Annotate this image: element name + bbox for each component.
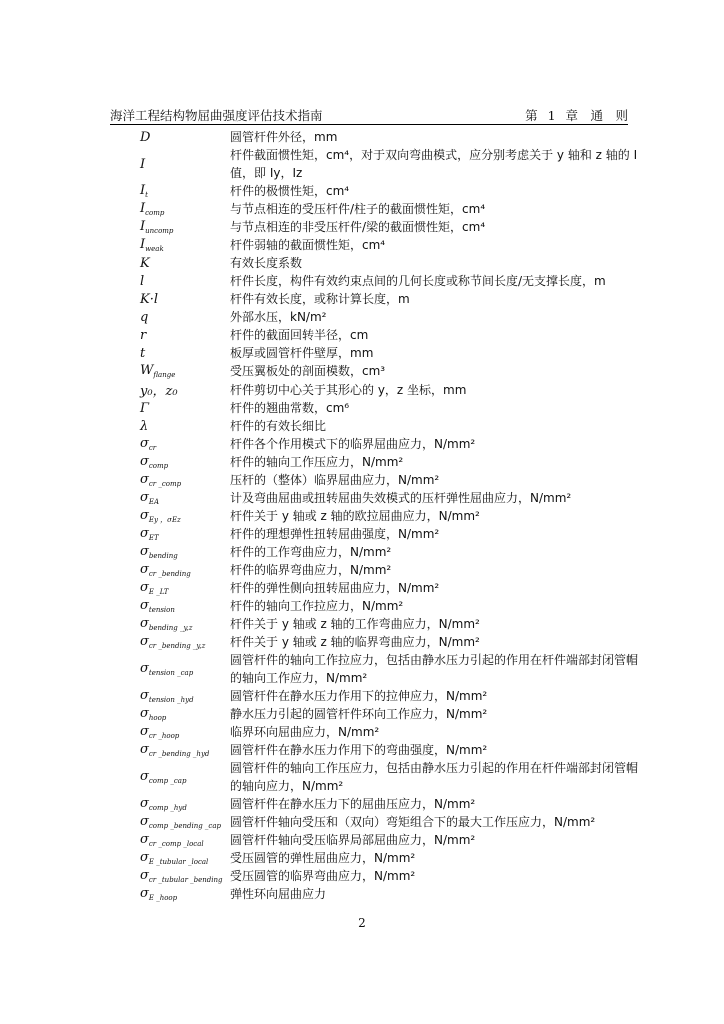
- symbol-main: D: [140, 129, 151, 145]
- symbol-main: σ: [140, 490, 149, 505]
- symbol-description: 弹性环向屈曲应力: [230, 887, 327, 901]
- symbol-description: 杆件关于 y 轴或 z 轴的临界弯曲应力，N/mm²: [230, 635, 480, 649]
- symbol-row: [140, 831, 640, 849]
- symbol-row: [140, 272, 640, 290]
- symbol: [140, 310, 230, 325]
- symbol-main: σ: [140, 742, 149, 757]
- symbol-description: 受压圆管的弹性屈曲应力，N/mm²: [230, 851, 416, 865]
- symbol-subscript: cr: [148, 444, 157, 452]
- symbol-main: σ: [140, 454, 149, 469]
- symbol-subscript: cr _bending _y,z: [148, 642, 206, 650]
- symbol: [140, 850, 230, 866]
- symbol-main: K: [140, 255, 150, 271]
- symbol: [140, 256, 230, 271]
- symbol-row: [140, 705, 640, 723]
- symbol-description: 杆件关于 y 轴或 z 轴的工作弯曲应力，N/mm²: [230, 617, 480, 631]
- symbol-description: 圆管杆件在静水压力下的屈曲压应力，N/mm²: [230, 797, 476, 811]
- running-header-title: 海洋工程结构物屈曲强度评估技术指南: [110, 108, 323, 123]
- symbol-row: [140, 453, 640, 471]
- symbol-description: 受压圆管的临界弯曲应力，N/mm²: [230, 869, 416, 883]
- symbol-subscript: cr _tubular _bending: [148, 876, 223, 884]
- symbol: [140, 363, 230, 379]
- symbol-row: [140, 362, 640, 380]
- symbol-subscript: uncomp: [145, 227, 174, 235]
- symbol-subscript: bending _y,z: [148, 624, 193, 632]
- symbol: [140, 769, 230, 785]
- symbol: [140, 157, 230, 172]
- symbol: [140, 183, 230, 199]
- symbol: [140, 380, 230, 399]
- symbol-row: [140, 651, 640, 687]
- symbol-description: 杆件关于 y 轴或 z 轴的欧拉屈曲应力，N/mm²: [230, 509, 480, 523]
- symbol: [140, 237, 230, 253]
- symbol-row: [140, 489, 640, 507]
- symbol-description: 杆件的翘曲常数，cm⁶: [230, 401, 350, 415]
- symbol-main: σ: [140, 634, 149, 649]
- symbol-description: 杆件的弹性侧向扭转屈曲应力，N/mm²: [230, 581, 440, 595]
- symbol-subscript: E _hoop: [148, 894, 178, 902]
- symbol-row: [140, 471, 640, 489]
- symbol-subscript: cr _bending _hyd: [148, 750, 210, 758]
- symbol-subscript: comp _bending _cap: [148, 822, 221, 830]
- symbol-row: [140, 867, 640, 885]
- symbol-main: σ: [140, 598, 149, 613]
- symbol-description: 圆管杆件的轴向工作拉应力，包括由静水压力引起的作用在杆件端部封闭管帽的轴向工作应力，N/mm²: [230, 653, 639, 685]
- symbol: [140, 346, 230, 361]
- symbol-main: I: [140, 237, 146, 252]
- symbol-description: 杆件的轴向工作拉应力，N/mm²: [230, 599, 404, 613]
- symbol-description: 临界环向屈曲应力，N/mm²: [230, 725, 380, 739]
- symbol-row: [140, 561, 640, 579]
- symbol-main: σ: [140, 661, 149, 676]
- symbol-description: 外部水压，kN/m²: [230, 310, 327, 324]
- symbol: [140, 490, 230, 506]
- symbol-description: 计及弯曲屈曲或扭转屈曲失效模式的压杆弹性屈曲应力，N/mm²: [230, 491, 572, 505]
- symbol-row: [140, 507, 640, 525]
- symbol-row: [140, 146, 640, 182]
- symbol-row: [140, 399, 640, 417]
- symbol-description: 杆件有效长度，或称计算长度，m: [230, 292, 410, 306]
- symbol: [140, 544, 230, 560]
- symbol-main: σ: [140, 580, 149, 595]
- symbol-main: λ: [140, 418, 149, 434]
- symbol-main: σ: [140, 507, 149, 523]
- symbol-row: [140, 308, 640, 326]
- symbol: [140, 832, 230, 848]
- symbol-main: K·l: [140, 291, 159, 307]
- symbol-main: l: [140, 273, 145, 289]
- symbol-subscript: Ey ，σEz: [148, 515, 181, 524]
- symbol: [140, 472, 230, 488]
- symbol-row: [140, 236, 640, 254]
- symbol-row: [140, 849, 640, 867]
- symbol: [140, 454, 230, 470]
- header-rule: [110, 124, 628, 125]
- symbol: [140, 526, 230, 542]
- symbol-row: [140, 759, 640, 795]
- symbol-description: 与节点相连的非受压杆件/梁的截面惯性矩，cm⁴: [230, 220, 486, 234]
- symbol-description: 板厚或圆管杆件壁厚，mm: [230, 346, 374, 360]
- symbol-main: I: [140, 201, 146, 216]
- symbol-main: σ: [140, 886, 149, 901]
- symbol: [140, 724, 230, 740]
- symbol-main: σ: [140, 526, 149, 541]
- symbol-description: 有效长度系数: [230, 256, 303, 270]
- symbol-main: σ: [140, 472, 149, 487]
- symbol-main: σ: [140, 769, 149, 784]
- symbol: [140, 401, 230, 416]
- symbol-row: [140, 543, 640, 561]
- symbol-subscript: flange: [153, 371, 176, 379]
- symbol-row: [140, 813, 640, 831]
- symbol-row: [140, 633, 640, 651]
- symbol-row: [140, 795, 640, 813]
- symbol: [140, 130, 230, 145]
- symbol-main: W: [140, 363, 154, 378]
- symbol: [140, 328, 230, 343]
- symbol: [140, 562, 230, 578]
- symbol-description: 与节点相连的受压杆件/柱子的截面惯性矩，cm⁴: [230, 202, 486, 216]
- symbol-description: 杆件弱轴的截面惯性矩，cm⁴: [230, 238, 386, 252]
- symbol-row: [140, 344, 640, 362]
- symbol: [140, 598, 230, 614]
- symbol-subscript: cr _bending: [148, 570, 191, 578]
- symbol-main: σ: [140, 544, 149, 559]
- symbol: [140, 201, 230, 217]
- symbol-description: 杆件的极惯性矩，cm⁴: [230, 184, 350, 198]
- symbol-subscript: tension _hyd: [148, 696, 194, 704]
- symbol-row: [140, 615, 640, 633]
- symbol-row: [140, 435, 640, 453]
- symbol-main: I: [140, 219, 146, 234]
- symbol-description: 圆管杆件在静水压力作用下的拉伸应力，N/mm²: [230, 689, 488, 703]
- symbol-subscript: cr _hoop: [148, 732, 180, 740]
- symbol-main: σ: [140, 868, 149, 883]
- symbol-description: 杆件的截面回转半径，cm: [230, 328, 369, 342]
- symbol-subscript: t: [145, 191, 148, 199]
- symbol-main: σ: [140, 832, 149, 847]
- symbol-row: [140, 200, 640, 218]
- symbol: [140, 688, 230, 704]
- symbol-main: Γ: [140, 400, 150, 416]
- symbol: [140, 886, 230, 902]
- symbol-description: 静水压力引起的圆管杆件环向工作应力，N/mm²: [230, 707, 488, 721]
- symbol-row: [140, 254, 640, 272]
- symbol-main: σ: [140, 562, 149, 577]
- symbol-row: [140, 182, 640, 200]
- symbol-main: t: [140, 345, 146, 361]
- symbol-row: [140, 380, 640, 399]
- symbol-description: 杆件的工作弯曲应力，N/mm²: [230, 545, 392, 559]
- symbol-main: σ: [140, 850, 149, 865]
- symbol: [140, 419, 230, 434]
- symbol: [140, 661, 230, 677]
- symbol: [140, 436, 230, 452]
- symbol-description: 杆件的轴向工作压应力，N/mm²: [230, 455, 404, 469]
- symbol-row: [140, 525, 640, 543]
- symbol: [140, 616, 230, 632]
- symbol-subscript: comp _cap: [148, 777, 187, 785]
- symbol: [140, 508, 230, 525]
- symbol-subscript: tension _cap: [148, 669, 194, 677]
- symbol: [140, 634, 230, 650]
- symbol-subscript: bending: [148, 552, 178, 560]
- symbol: [140, 868, 230, 884]
- symbol-row: [140, 597, 640, 615]
- symbol-description: 杆件的临界弯曲应力，N/mm²: [230, 563, 392, 577]
- symbol-main: σ: [140, 688, 149, 703]
- symbol-row: [140, 128, 640, 146]
- symbol-subscript: comp: [145, 209, 165, 217]
- symbol-main: σ: [140, 796, 149, 811]
- symbol: [140, 219, 230, 235]
- symbol-subscript: EA: [148, 498, 160, 506]
- page-number: 2: [358, 916, 366, 930]
- symbol-row: [140, 723, 640, 741]
- symbol-subscript: comp: [148, 462, 169, 470]
- symbol: [140, 742, 230, 758]
- symbol-list: [140, 128, 640, 903]
- symbol: [140, 292, 230, 307]
- symbol-description: 圆管杆件外径，mm: [230, 130, 338, 144]
- symbol-subscript: E _tubular _local: [148, 858, 209, 866]
- symbol: [140, 796, 230, 812]
- symbol: [140, 580, 230, 596]
- symbol-description: 杆件剪切中心关于其形心的 y，z 坐标，mm: [230, 382, 467, 397]
- running-header-chapter: 第 1 章 通 则: [525, 108, 628, 123]
- symbol-subscript: cr _comp _local: [148, 840, 204, 848]
- symbol-row: [140, 579, 640, 597]
- symbol-row: [140, 417, 640, 435]
- symbol-main: I: [140, 156, 146, 172]
- symbol-description: 杆件的有效长细比: [230, 419, 327, 433]
- symbol-description: 杆件长度，构件有效约束点间的几何长度或称节间长度/无支撑长度，m: [230, 274, 606, 288]
- symbol-main: σ: [140, 616, 149, 631]
- symbol-subscript: ET: [148, 534, 159, 542]
- symbol-subscript: E _LT: [148, 588, 169, 596]
- symbol-main: σ: [140, 814, 149, 829]
- symbol: [140, 274, 230, 289]
- symbol-row: [140, 741, 640, 759]
- symbol-row: [140, 326, 640, 344]
- symbol-subscript: tension: [148, 606, 175, 614]
- symbol-subscript: weak: [145, 245, 164, 253]
- symbol-description: 受压翼板处的剖面模数，cm³: [230, 364, 386, 378]
- symbol-main: q: [140, 309, 149, 325]
- symbol-row: [140, 687, 640, 705]
- symbol-main: y₀，z₀: [140, 384, 178, 399]
- symbol: [140, 814, 230, 830]
- symbol-description: 圆管杆件轴向受压和（双向）弯矩组合下的最大工作压应力，N/mm²: [230, 815, 596, 829]
- symbol-description: 圆管杆件在静水压力作用下的弯曲强度，N/mm²: [230, 743, 488, 757]
- symbol-main: σ: [140, 724, 149, 739]
- symbol-description: 杆件截面惯性矩，cm⁴，对于双向弯曲模式，应分别考虑关于 y 轴和 z 轴的 I 值，即 Iy，Iz: [230, 148, 638, 180]
- symbol-description: 压杆的（整体）临界屈曲应力，N/mm²: [230, 473, 440, 487]
- symbol-description: 杆件各个作用模式下的临界屈曲应力，N/mm²: [230, 437, 476, 451]
- symbol-description: 圆管杆件的轴向工作压应力，包括由静水压力引起的作用在杆件端部封闭管帽的轴向应力，N/mm²: [230, 761, 639, 793]
- symbol-subscript: comp _hyd: [148, 804, 187, 812]
- symbol-row: [140, 218, 640, 236]
- symbol: [140, 706, 230, 722]
- symbol-main: σ: [140, 706, 149, 721]
- symbol-subscript: cr _comp: [148, 480, 182, 488]
- symbol-row: [140, 290, 640, 308]
- symbol-main: I: [140, 183, 146, 198]
- symbol-row: [140, 885, 640, 903]
- symbol-subscript: hoop: [148, 714, 167, 722]
- symbol-main: r: [140, 327, 147, 343]
- symbol-description: 圆管杆件轴向受压临界局部屈曲应力，N/mm²: [230, 833, 476, 847]
- symbol-description: 杆件的理想弹性扭转屈曲强度，N/mm²: [230, 527, 440, 541]
- symbol-main: σ: [140, 436, 149, 451]
